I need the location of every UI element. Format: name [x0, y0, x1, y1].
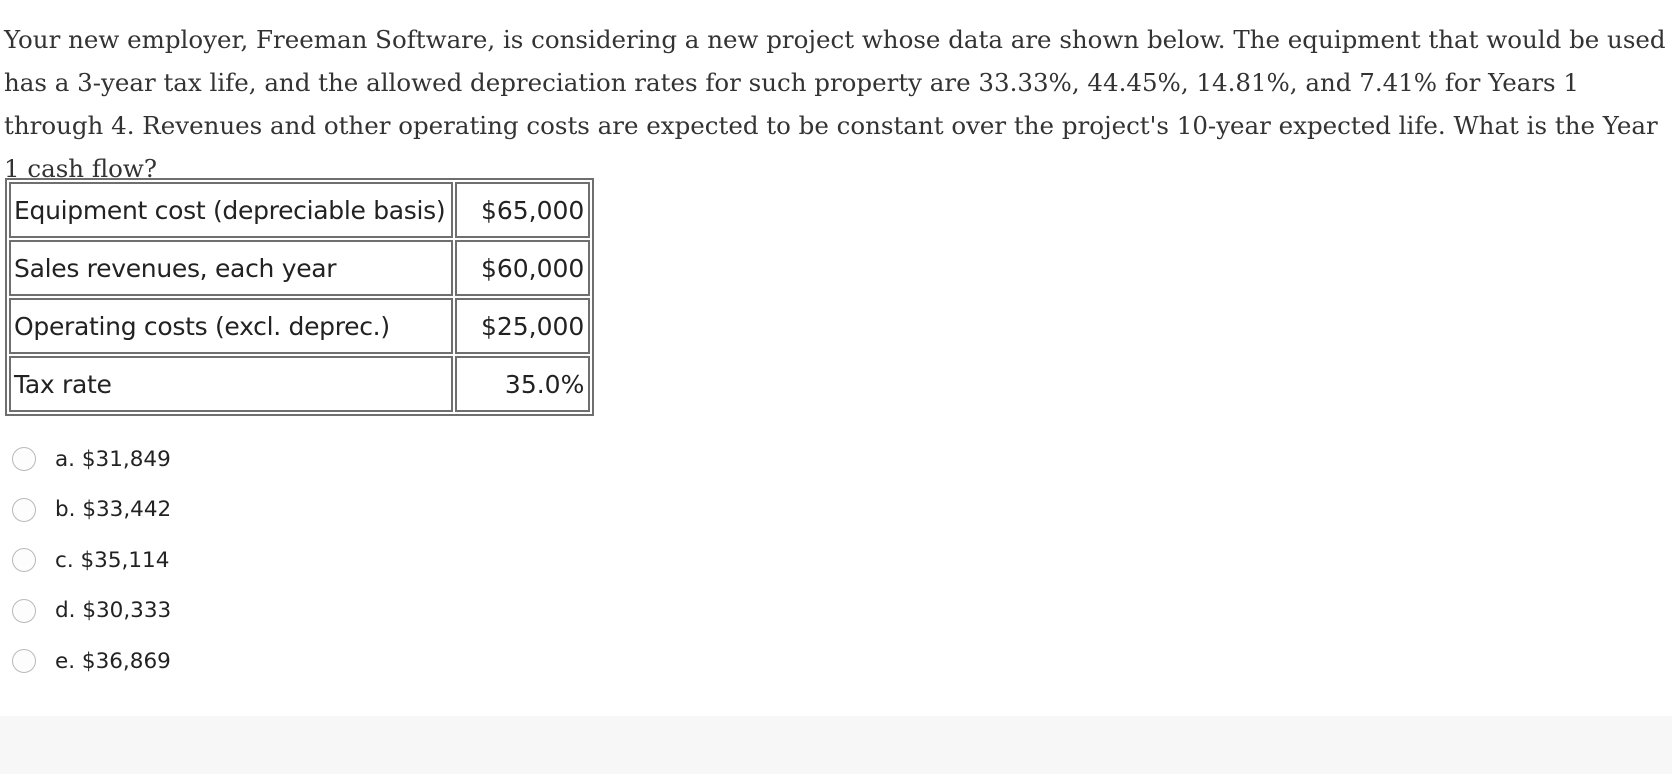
project-data-table	[5, 178, 594, 416]
answer-option-e[interactable]	[12, 636, 171, 687]
table-row	[9, 182, 590, 238]
question-text: Your new employer, Freeman Software, is considering a new project whose data are shown below. The equipment that would be used has a 3-year tax life, and the allowed depreciation rates for such property are 33.33%, 44.45%, 14.81%, and 7.41% for Years 1 through 4. Revenues and other operating costs are expected to be constant over the project's 10-year expected life. What is the Year 1 cash flow?	[4, 25, 1666, 183]
radio-button-e[interactable]	[12, 649, 36, 673]
radio-button-c[interactable]	[12, 548, 36, 572]
row-label-operating-costs: Operating costs (excl. deprec.)	[9, 298, 453, 354]
radio-button-a[interactable]	[12, 447, 36, 471]
row-label-tax-rate: Tax rate	[9, 356, 453, 412]
answer-option-label: d. $30,333	[55, 598, 172, 624]
footer-background	[0, 716, 1672, 774]
answer-option-label: c. $35,114	[55, 547, 170, 573]
row-label-equipment-cost: Equipment cost (depreciable basis)	[9, 182, 453, 238]
row-label-sales-revenues: Sales revenues, each year	[9, 240, 453, 296]
answer-option-label: b. $33,442	[55, 497, 172, 523]
radio-button-d[interactable]	[12, 599, 36, 623]
answer-option-d[interactable]	[12, 586, 171, 637]
table-row	[9, 356, 590, 412]
answer-option-a[interactable]	[12, 434, 171, 485]
row-value-equipment-cost: $65,000	[455, 182, 590, 238]
row-value-tax-rate: 35.0%	[455, 356, 590, 412]
answer-option-label: a. $31,849	[55, 446, 171, 472]
answer-option-label: e. $36,869	[55, 648, 171, 674]
answer-option-c[interactable]	[12, 535, 171, 586]
answer-option-b[interactable]	[12, 485, 171, 536]
answer-options	[12, 434, 171, 687]
radio-button-b[interactable]	[12, 498, 36, 522]
table-row	[9, 240, 590, 296]
table-row	[9, 298, 590, 354]
row-value-sales-revenues: $60,000	[455, 240, 590, 296]
row-value-operating-costs: $25,000	[455, 298, 590, 354]
